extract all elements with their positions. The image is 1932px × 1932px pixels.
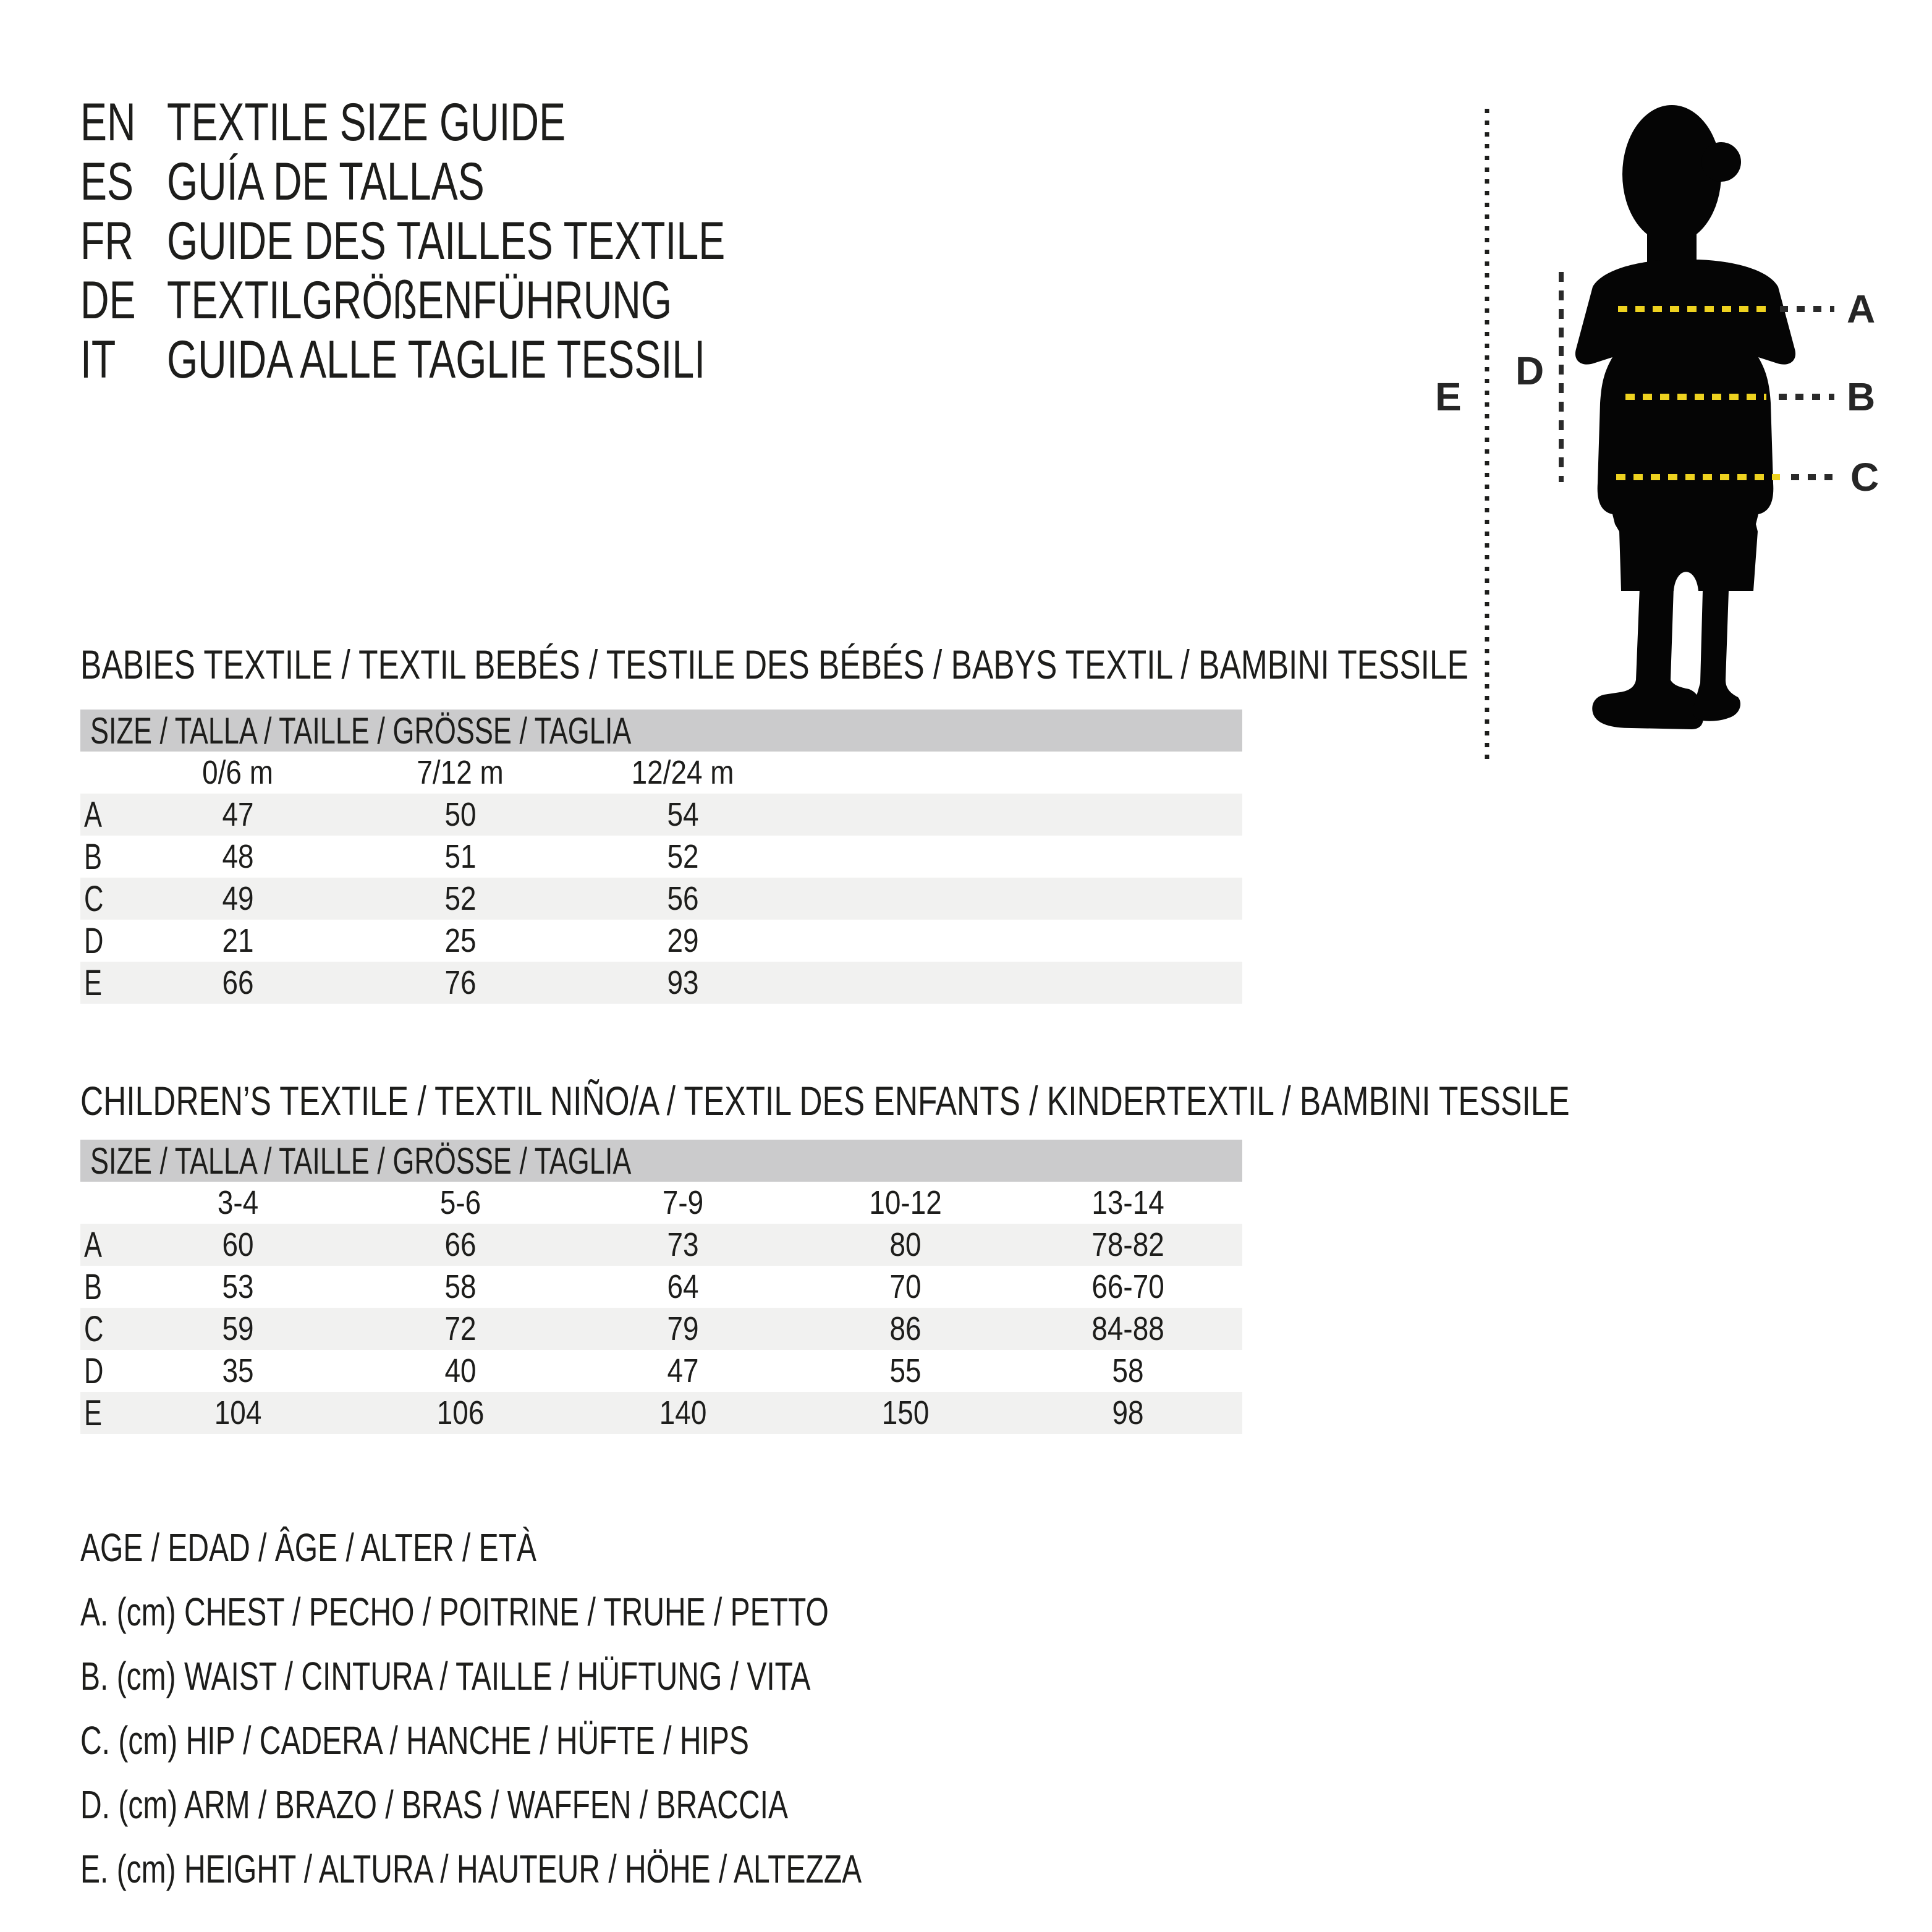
measurement-legend [80, 1515, 1122, 1901]
title-row-fr [80, 211, 911, 271]
title-row-es [80, 152, 911, 211]
column-header: 5-6 [439, 1184, 481, 1221]
children-section-heading: CHILDREN’S TEXTILE / TEXTIL NIÑO/A / TEXTIL DES ENFANTS / KINDERTEXTIL / BAMBINI TESSILE [80, 1078, 1570, 1124]
cell: 49 [222, 880, 254, 917]
babies-section-heading: BABIES TEXTILE / TEXTIL BEBÉS / TESTILE DES BÉBÉS / BABYS TEXTIL / BAMBINI TESSILE [80, 642, 1468, 687]
cell: 93 [667, 964, 699, 1001]
cell: 29 [667, 922, 699, 959]
guide-title: TEXTILGRÖßENFÜHRUNG [167, 270, 672, 330]
cell: 64 [667, 1268, 699, 1305]
child-silhouette-icon [1575, 105, 1795, 729]
legend-age: AGE / EDAD / ÂGE / ALTER / ETÀ [80, 1525, 536, 1570]
row-label: E [84, 962, 103, 1003]
cell: 78-82 [1091, 1226, 1164, 1263]
row-label: B [84, 836, 103, 877]
size-header-band [80, 710, 1242, 752]
cell: 21 [222, 922, 254, 959]
silhouette-hair-tuft [1701, 142, 1741, 182]
row-label: D [84, 920, 104, 961]
legend-chest: A. (cm) CHEST / PECHO / POITRINE / TRUHE / PETTO [80, 1590, 829, 1634]
row-label: A [84, 1224, 103, 1265]
title-block [80, 93, 911, 389]
size-header-text: SIZE / TALLA / TAILLE / GRÖSSE / TAGLIA [90, 710, 632, 752]
cell: 40 [444, 1352, 477, 1389]
legend-waist: B. (cm) WAIST / CINTURA / TAILLE / HÜFTUNG / VITA [80, 1654, 811, 1698]
cell: 72 [444, 1310, 477, 1347]
cell: 54 [667, 796, 699, 833]
waist-label: B [1847, 375, 1876, 419]
table-row-d [80, 1350, 1242, 1392]
cell: 66 [222, 964, 254, 1001]
table-row-b [80, 836, 1242, 878]
legend-hip: C. (cm) HIP / CADERA / HANCHE / HÜFTE / HIPS [80, 1718, 749, 1763]
column-header: 7-9 [662, 1184, 704, 1221]
children-column-headers [80, 1182, 1242, 1224]
cell: 66-70 [1091, 1268, 1164, 1305]
table-row-b [80, 1266, 1242, 1308]
cell: 55 [889, 1352, 922, 1389]
cell: 80 [889, 1226, 922, 1263]
measurement-figure [1421, 87, 1932, 816]
cell: 25 [444, 922, 477, 959]
cell: 76 [444, 964, 477, 1001]
cell: 66 [444, 1226, 477, 1263]
legend-arm: D. (cm) ARM / BRAZO / BRAS / WAFFEN / BRACCIA [80, 1782, 788, 1827]
table-row-c [80, 878, 1242, 920]
cell: 140 [659, 1394, 707, 1431]
guide-title: GUIDE DES TAILLES TEXTILE [167, 211, 726, 271]
height-label: E [1435, 375, 1462, 419]
column-header: 13-14 [1091, 1184, 1164, 1221]
table-row-a [80, 1224, 1242, 1266]
row-label: E [84, 1392, 103, 1433]
table-row-d [80, 920, 1242, 962]
table-row-e [80, 962, 1242, 1004]
row-label: B [84, 1266, 103, 1307]
title-row-de [80, 271, 911, 330]
column-header: 0/6 m [202, 754, 274, 791]
row-label: C [84, 1308, 104, 1349]
lang-code: IT [80, 329, 116, 389]
row-label: C [84, 878, 104, 919]
children-size-table [80, 1140, 1242, 1434]
cell: 150 [881, 1394, 930, 1431]
table-row-a [80, 794, 1242, 836]
size-header-band [80, 1140, 1242, 1182]
size-header-text: SIZE / TALLA / TAILLE / GRÖSSE / TAGLIA [90, 1140, 632, 1182]
cell: 86 [889, 1310, 922, 1347]
cell: 84-88 [1091, 1310, 1164, 1347]
cell: 47 [667, 1352, 699, 1389]
cell: 73 [667, 1226, 699, 1263]
cell: 104 [214, 1394, 262, 1431]
title-row-en [80, 93, 911, 152]
lang-code: EN [80, 92, 136, 152]
lang-code: FR [80, 211, 133, 271]
title-row-it [80, 330, 911, 389]
column-header: 10-12 [869, 1184, 942, 1221]
column-header: 12/24 m [632, 754, 734, 791]
guide-title: TEXTILE SIZE GUIDE [167, 92, 566, 152]
cell: 35 [222, 1352, 254, 1389]
babies-size-table [80, 710, 1242, 1004]
column-header: 7/12 m [417, 754, 504, 791]
guide-title: GUIDA ALLE TAGLIE TESSILI [167, 329, 706, 389]
cell: 58 [444, 1268, 477, 1305]
table-row-c [80, 1308, 1242, 1350]
hip-label: C [1850, 455, 1879, 499]
cell: 51 [444, 838, 477, 875]
lang-code: ES [80, 151, 134, 211]
row-label: A [84, 794, 103, 835]
cell: 52 [667, 838, 699, 875]
cell: 52 [444, 880, 477, 917]
cell: 98 [1112, 1394, 1144, 1431]
cell: 56 [667, 880, 699, 917]
cell: 48 [222, 838, 254, 875]
guide-title: GUÍA DE TALLAS [167, 151, 485, 211]
cell: 53 [222, 1268, 254, 1305]
cell: 58 [1112, 1352, 1144, 1389]
lang-code: DE [80, 270, 136, 330]
cell: 60 [222, 1226, 254, 1263]
arm-label: D [1515, 349, 1544, 393]
cell: 59 [222, 1310, 254, 1347]
chest-label: A [1847, 287, 1876, 331]
legend-height: E. (cm) HEIGHT / ALTURA / HAUTEUR / HÖHE / ALTEZZA [80, 1847, 862, 1891]
table-row-e [80, 1392, 1242, 1434]
cell: 50 [444, 796, 477, 833]
cell: 47 [222, 796, 254, 833]
row-label: D [84, 1350, 104, 1391]
cell: 106 [436, 1394, 485, 1431]
cell: 70 [889, 1268, 922, 1305]
cell: 79 [667, 1310, 699, 1347]
babies-column-headers [80, 752, 1242, 794]
column-header: 3-4 [217, 1184, 259, 1221]
